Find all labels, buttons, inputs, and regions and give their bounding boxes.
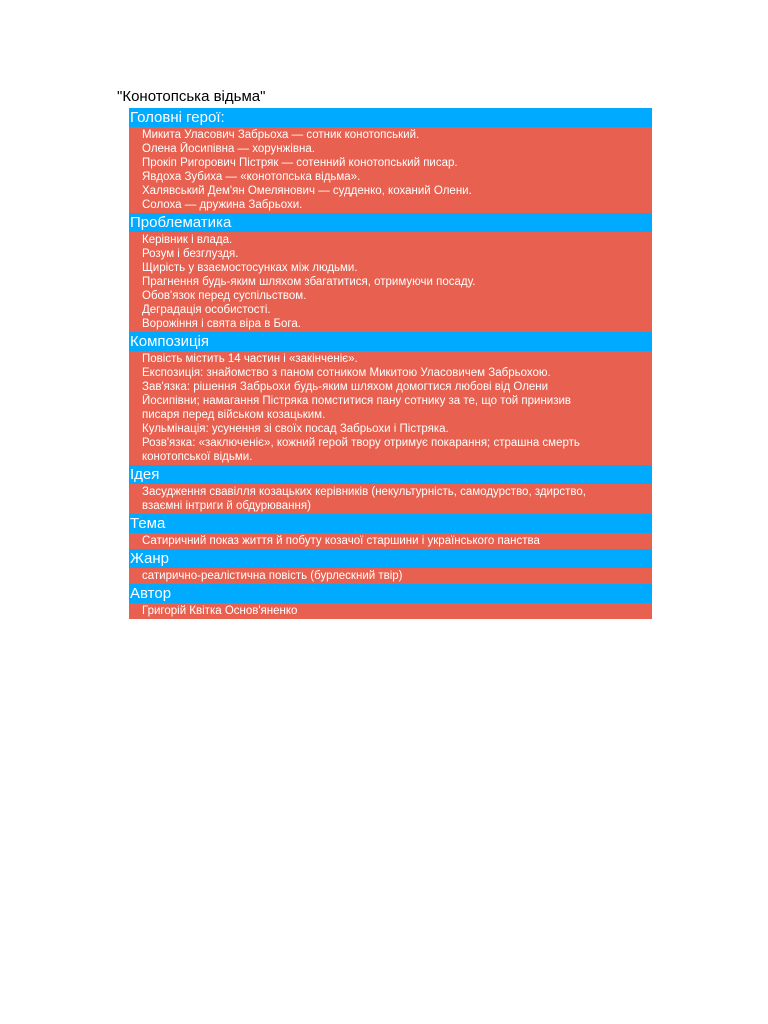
section-theme	[117, 514, 652, 549]
body-line: Микита Уласович Забрьоха — сотник конотопський.	[142, 129, 420, 141]
section-header: Жанр	[129, 549, 652, 568]
section-header: Автор	[129, 584, 652, 603]
section-header: Проблематика	[129, 213, 652, 232]
document-title: "Конотопська відьма"	[117, 88, 266, 105]
section-composition	[117, 332, 652, 465]
body-line: Кульмінація: усунення зі своїх посад Забрьохи і Пістряка.	[142, 423, 449, 435]
body-line: конотопської відьми.	[142, 451, 253, 463]
section-problems	[117, 213, 652, 332]
body-line: Прокіп Ригорович Пістряк — сотенний конотопський писар.	[142, 157, 458, 169]
body-line: Зав'язка: рішення Забрьохи будь-яким шляхом домогтися любові від Олени	[142, 381, 549, 393]
body-line: Йосипівни; намагання Пістряка помститися пану сотнику за те, що той принизив	[142, 395, 572, 407]
body-line: Олена Йосипівна — хорунжівна.	[142, 143, 315, 155]
body-line: Прагнення будь-яким шляхом збагатитися, отримуючи посаду.	[142, 276, 476, 288]
body-line: Повість містить 14 частин і «закінченіє».	[142, 353, 358, 365]
section-header: Головні герої:	[129, 108, 652, 127]
document	[117, 88, 652, 619]
section-idea	[117, 465, 652, 514]
section-body	[129, 568, 652, 584]
body-line: Явдоха Зубиха — «конотопська відьма».	[142, 171, 361, 183]
body-line: Сатиричний показ життя й побуту козачої старшини і українського панства	[142, 535, 540, 547]
body-line: Керівник і влада.	[142, 234, 233, 246]
body-line: Обов'язок перед суспільством.	[142, 290, 307, 302]
body-line: взаємні інтриги й обдурювання)	[142, 500, 311, 512]
body-line: Солоха — дружина Забрьохи.	[142, 199, 303, 211]
body-line: Експозиція: знайомство з паном сотником Микитою Уласовичем Забрьохою.	[142, 367, 551, 379]
body-line: Розв'язка: «заключеніє», кожний герой твору отримує покарання; страшна смерть	[142, 437, 580, 449]
body-line: Деградація особистості.	[142, 304, 271, 316]
section-body	[129, 603, 652, 619]
section-body	[129, 533, 652, 549]
body-line: Засудження свавілля козацьких керівників (некультурність, самодурство, здирство,	[142, 486, 586, 498]
body-line: Розум і безглуздя.	[142, 248, 239, 260]
section-header: Композиція	[129, 332, 652, 351]
section-body	[129, 484, 652, 514]
body-line: Григорій Квітка Основ'яненко	[142, 605, 298, 617]
section-body	[129, 127, 652, 213]
body-line: сатирично-реалістична повість (бурлескний твір)	[142, 570, 403, 582]
section-body	[129, 232, 652, 332]
body-line: Халявський Дем'ян Омелянович — судденко, коханий Олени.	[142, 185, 472, 197]
section-author	[117, 584, 652, 619]
body-line: Щирість у взаємостосунках між людьми.	[142, 262, 358, 274]
body-line: писаря перед військом козацьким.	[142, 409, 326, 421]
body-line: Ворожіння і свята віра в Бога.	[142, 318, 301, 330]
section-header: Тема	[129, 514, 652, 533]
section-characters	[117, 108, 652, 213]
section-header: Ідея	[129, 465, 652, 484]
section-body	[129, 351, 652, 465]
section-genre	[117, 549, 652, 584]
